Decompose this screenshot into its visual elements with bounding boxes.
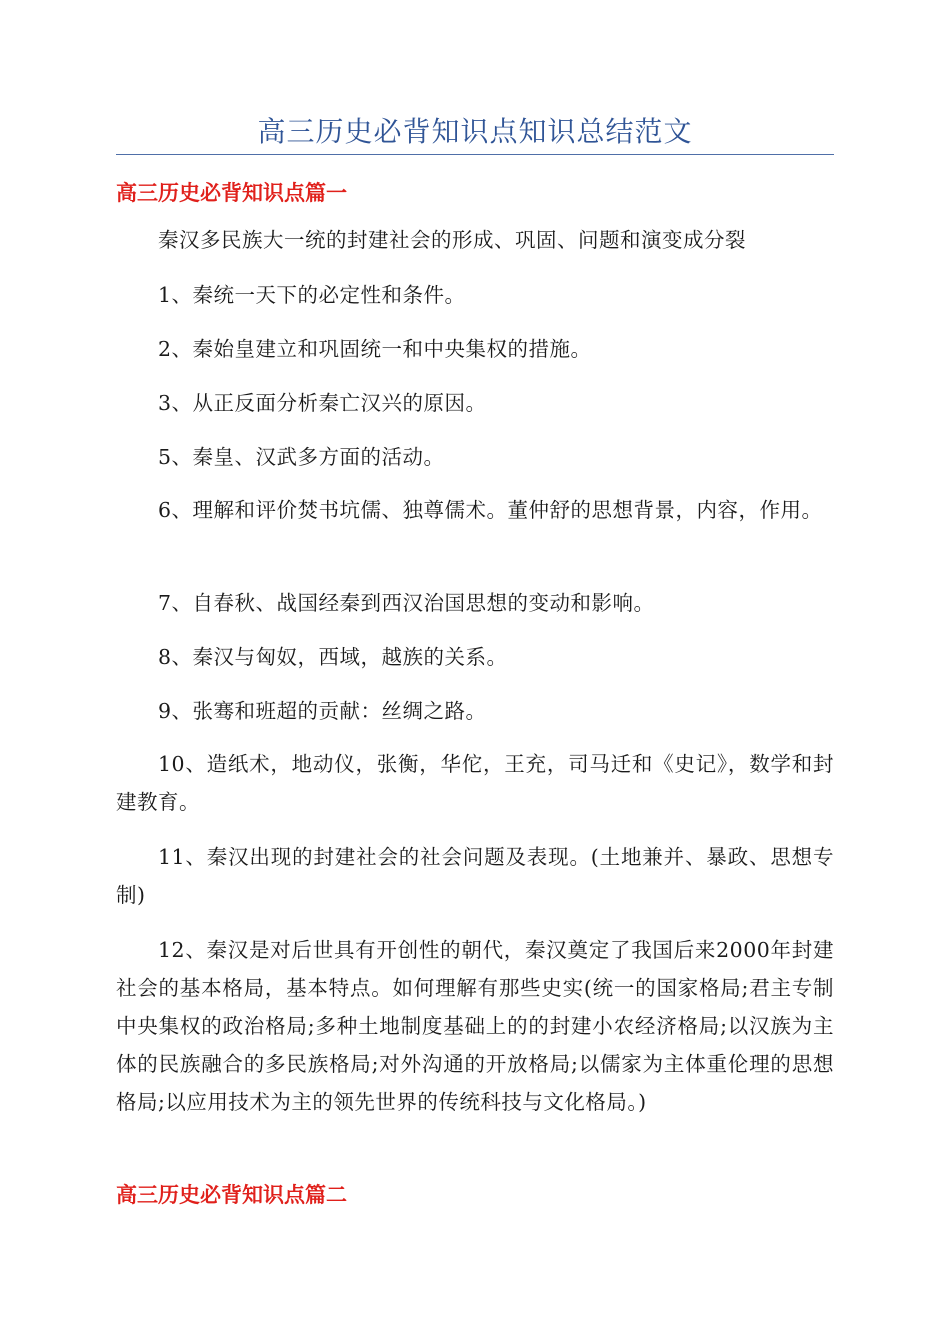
document-title: 高三历史必背知识点知识总结范文 <box>257 115 693 148</box>
section-heading-2: 高三历史必背知识点篇二 <box>116 1183 347 1207</box>
list-item-1: 1、秦统一天下的必定性和条件。 <box>158 283 466 307</box>
section-heading-1: 高三历史必背知识点篇一 <box>116 181 347 205</box>
list-item-9: 9、张骞和班超的贡献：丝绸之路。 <box>158 699 487 723</box>
list-item-12: 12、秦汉是对后世具有开创性的朝代，秦汉奠定了我国后来2000年封建社会的基本格局，基本特点。如何理解有那些史实(统一的国家格局;君主专制中央集权的政治格局;多种土地制度基础上的的封建小农经济格局;以汉族为主体的民族融合的多民族格局;对外沟通的开放格局;以儒家为主体重伦理的思想格局;以应用技术为主的领先世界的传统科技与文化格局。) <box>116 938 834 1114</box>
list-item-2: 2、秦始皇建立和巩固统一和中央集权的措施。 <box>158 337 592 361</box>
list-item-6: 6、理解和评价焚书坑儒、独尊儒术。董仲舒的思想背景，内容，作用。 <box>158 498 823 522</box>
list-item-8: 8、秦汉与匈奴，西域，越族的关系。 <box>158 645 508 669</box>
list-item-7: 7、自春秋、战国经秦到西汉治国思想的变动和影响。 <box>158 591 655 615</box>
list-item-10: 10、造纸术，地动仪，张衡，华佗，王充，司马迁和《史记》，数学和封建教育。 <box>116 752 834 814</box>
list-item-5: 5、秦皇、汉武多方面的活动。 <box>158 445 445 469</box>
list-item-11: 11、秦汉出现的封建社会的社会问题及表现。(土地兼并、暴政、思想专制) <box>116 845 834 907</box>
list-item-3: 3、从正反面分析秦亡汉兴的原因。 <box>158 391 487 415</box>
paragraph-intro: 秦汉多民族大一统的封建社会的形成、巩固、问题和演变成分裂 <box>158 228 746 252</box>
title-underline <box>116 154 834 155</box>
